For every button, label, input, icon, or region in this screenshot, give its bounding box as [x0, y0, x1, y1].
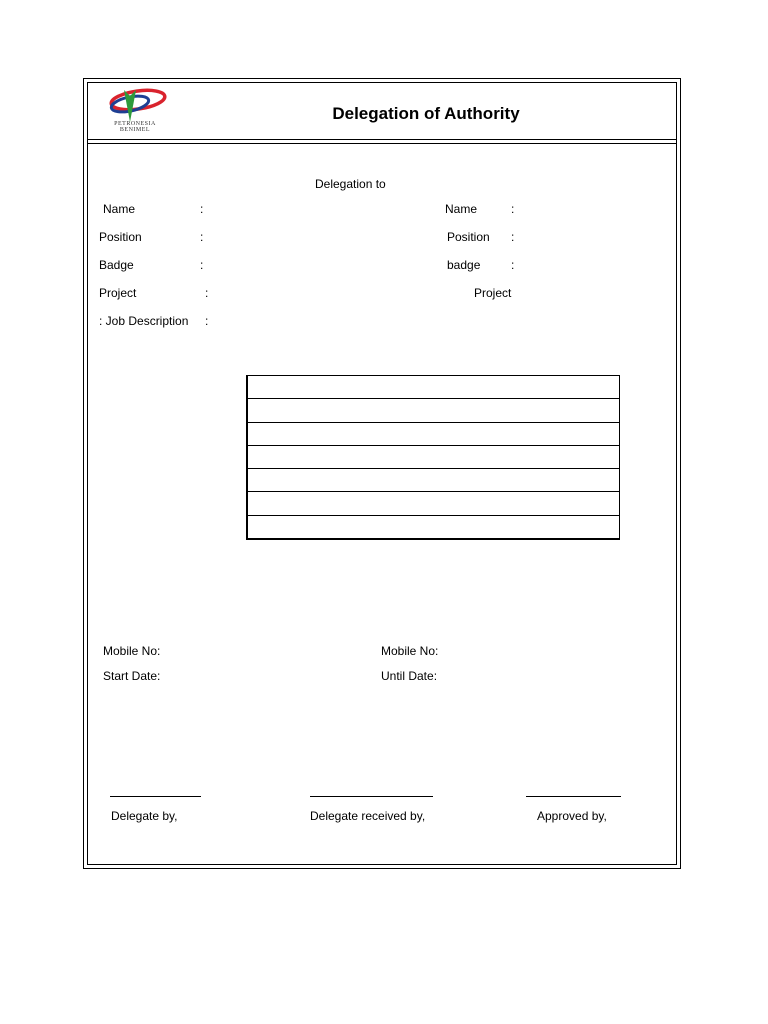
received-by-label: Delegate received by, [310, 809, 426, 823]
job-description-table [246, 375, 620, 540]
job-description-separator: : [205, 314, 209, 328]
left-project-label: Project [99, 286, 137, 300]
until-date-label: Until Date: [381, 669, 438, 683]
received-by-signature-line[interactable] [310, 796, 433, 797]
job-description-row[interactable] [248, 492, 619, 515]
job-description-row[interactable] [248, 399, 619, 422]
right-position-label: Position [447, 230, 490, 244]
left-badge-label: Badge [99, 258, 134, 272]
left-project-separator: : [205, 286, 209, 300]
right-name-label: Name [445, 202, 478, 216]
header-divider-top [87, 139, 677, 140]
job-description-row[interactable] [248, 446, 619, 469]
left-mobile-label: Mobile No: [103, 644, 161, 658]
job-description-label: : Job Description [99, 314, 189, 328]
left-name-label: Name [103, 202, 136, 216]
logo-text-line-2: BENIMEL [119, 127, 151, 133]
logo-text [94, 121, 176, 133]
logo-emblem-icon [94, 84, 176, 124]
delegate-by-signature-line[interactable] [110, 796, 201, 797]
job-description-row[interactable] [248, 376, 619, 399]
job-description-row[interactable] [248, 423, 619, 446]
header-divider-bottom [87, 143, 677, 144]
approved-by-label: Approved by, [537, 809, 607, 823]
left-name-separator: : [200, 202, 204, 216]
right-badge-label: badge [447, 258, 481, 272]
start-date-label: Start Date: [103, 669, 161, 683]
approved-by-signature-line[interactable] [526, 796, 621, 797]
right-position-separator: : [511, 230, 515, 244]
right-name-separator: : [511, 202, 515, 216]
left-position-label: Position [99, 230, 142, 244]
delegate-by-label: Delegate by, [111, 809, 178, 823]
delegation-to-label: Delegation to [315, 177, 386, 191]
logo-text-line-1: PETRONESIA [114, 121, 156, 127]
page-title: Delegation of Authority [332, 104, 520, 123]
job-description-row[interactable] [248, 469, 619, 492]
right-badge-separator: : [511, 258, 515, 272]
job-description-row[interactable] [248, 516, 619, 539]
company-logo [94, 84, 176, 136]
left-badge-separator: : [200, 258, 204, 272]
left-position-separator: : [200, 230, 204, 244]
right-project-label: Project [474, 286, 512, 300]
right-mobile-label: Mobile No: [381, 644, 439, 658]
